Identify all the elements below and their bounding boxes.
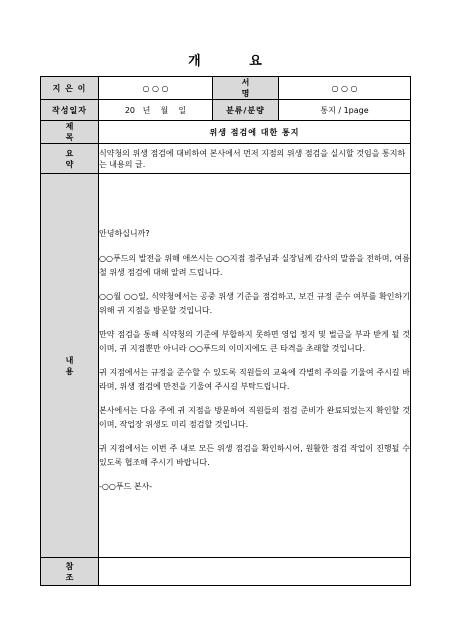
category-value: 통지 / 1page <box>279 100 411 121</box>
category-label: 분류/분량 <box>213 100 279 121</box>
reference-label: 참 조 <box>41 558 99 586</box>
document-title: 개 요 <box>188 54 284 69</box>
date-label: 작성일자 <box>41 100 99 121</box>
date-value: 20 년 월 일 <box>99 100 213 121</box>
subject-label: 제 목 <box>41 121 99 144</box>
summary-label: 요 약 <box>41 144 99 174</box>
content-paragraph: 귀 지점에서는 규정을 준수할 수 있도록 직원들의 교육에 각별히 주의를 기울여 주시길 바라며, 위생 점검에 만전을 기울여 주시길 부탁드립니다. <box>99 368 410 391</box>
content-signoff: -○○푸드 본사- <box>99 482 153 491</box>
report-form <box>40 76 411 586</box>
content-paragraph: 귀 지점에서는 이번 주 내로 모든 위생 점검을 확인하시어, 원활한 점검 작업이 진행될 수 있도록 협조해 주시기 바랍니다. <box>99 444 410 467</box>
content-paragraph: ○○푸드의 발전을 위해 애쓰시는 ○○지점 점주님과 실장님께 감사의 말씀을 전하며, 여름철 위생 점검에 대해 알려 드립니다. <box>99 254 410 277</box>
receiver-label: 지 은 이 <box>41 77 99 100</box>
content-paragraph: 본사에서는 다음 주에 귀 지점을 방문하여 직원들의 점검 준비가 완료되었는지 확인할 것이며, 작업장 위생도 미리 점검할 것입니다. <box>99 406 410 429</box>
summary-value: 식약청의 위생 점검에 대비하여 본사에서 먼저 지점의 위생 점검을 실시할 것임을 통지하는 내용의 글. <box>99 144 411 174</box>
reference-value <box>99 558 411 586</box>
content-paragraph: ○○월 ○○일, 식약청에서는 공중 위생 기준을 점검하고, 보건 규정 준수 여부를 확인하기 위해 귀 지점을 방문할 것입니다. <box>99 292 410 315</box>
subject-value: 위생 점검에 대한 통지 <box>99 121 411 144</box>
content-body <box>99 174 411 558</box>
receiver-value: ○ ○ ○ <box>99 77 213 100</box>
signature-label: 서 명 <box>213 77 279 100</box>
content-label: 내 용 <box>41 174 99 558</box>
content-greeting: 안녕하십니까? <box>99 228 150 238</box>
content-paragraph: 만약 점검을 통해 식약청의 기준에 부합하지 못하면 영업 정지 및 벌금을 부과 받게 될 것이며, 귀 지점뿐만 아니라 ○○푸드의 이미지에도 큰 타격을 초래할 것입니다. <box>99 330 410 353</box>
signature-value: ○ ○ ○ <box>279 77 411 100</box>
